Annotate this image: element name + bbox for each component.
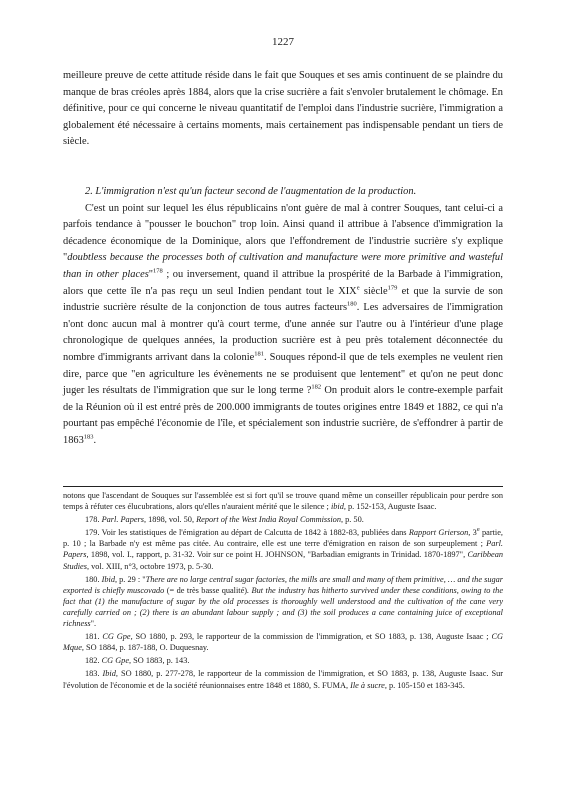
- quote-dominica: doubtless because the processes both of cultivation and manufacture were more primitive and wasteful than in other places: [63, 252, 503, 280]
- italic-cg-gpe: CG Gpe: [101, 656, 130, 666]
- footnote-183: [63, 668, 503, 690]
- body-text-main: [63, 184, 503, 450]
- footnote-178: [63, 514, 503, 525]
- italic-report-title: Report of the West India Royal Commission: [196, 515, 341, 525]
- text-run: , p. 152-153, Auguste Isaac.: [343, 502, 437, 512]
- italic-caribbean-studies: Caribbean Studies: [63, 550, 503, 571]
- italic-cg-mque: CG Mque: [63, 632, 503, 653]
- superscript-e: e: [356, 284, 360, 292]
- text-run: partie, p. 10 ; la Barbade n'y est même pas citée. Au contraire, elle est une terre d'émigration en raison de son surpeuplement ;: [63, 528, 503, 549]
- superscript-e: e: [476, 526, 480, 534]
- paragraph-continuation: meilleure preuve de cette attitude réside dans le fait que Souques et ses amis continuent de se plaindre du manque de bras créoles après 1884, alors que la crise sucrière a fait s'envoler brutalement le chômage. En définitive, pour ce qui concerne le niveau quantitatif de l'emploi dans l'industrie sucrière, l'immigration a globalement été nécessaire à certains moments, mais certainement pas indispensable pendant un tiers de siècle.: [63, 70, 503, 148]
- paragraph-main: [63, 201, 503, 450]
- footnote-182: [63, 655, 503, 666]
- text-run: notons que l'ascendant de Souques sur l'assemblée est si fort qu'il se trouve quand même un conseiller républicain pour perdre son temps à réfuter ces élucubrations, alors qu'elles n'auraient mérité que le silence ;: [63, 491, 503, 512]
- text-run: , p. 105-150 et 183-345.: [384, 680, 465, 690]
- text-run: , 1898, vol. I., rapport, p. 31-32. Voir sur ce point H. JOHNSON, "Barbadian emigrants in Trinidad. 1870-1897",: [86, 550, 468, 560]
- italic-ibid: ibid: [330, 502, 344, 512]
- text-run: , p. 50.: [340, 515, 364, 525]
- text-run: , SO 1880, p. 293, le rapporteur de la commission de l'immigration, et SO 1883, p. 138, Auguste Isaac ;: [130, 632, 492, 642]
- text-run: ; ou inversement, quand il attribue la prospérité de la Barbade à l'immigration, alors que cette île n'a pas reçu un seul Indien pendant tout le XIX: [63, 268, 504, 297]
- text-run: 181.: [85, 632, 103, 642]
- italic-book-title: Ile à sucre: [350, 680, 385, 690]
- text-run: ".: [90, 619, 97, 629]
- italic-parl-papers: Parl. Papers: [63, 539, 503, 560]
- footnote-ref-183[interactable]: 183: [83, 433, 94, 441]
- text-run: , SO 1884, p. 187-188, O. Duquesnay.: [81, 643, 209, 653]
- text-run: . Souques répond-il que de tels exemples ne veulent rien dire, parce que "en agriculture les évènements ne se produisent que lentement" et qu'on ne peut donc juger les résultats de l'immigration que sur le long terme ?: [63, 351, 503, 397]
- footnote-separator: [63, 486, 503, 487]
- text-run: 179. Voir les statistiques de l'émigration au départ de Calcutta de 1842 à 1882-83, publiées dans: [85, 528, 409, 538]
- footnote-179: [63, 527, 503, 571]
- text-run: .: [93, 434, 97, 446]
- footnote-continuation: [63, 490, 503, 512]
- text-run: , 3: [468, 528, 477, 538]
- text-run: 178.: [85, 515, 102, 525]
- italic-ibid: Ibid: [102, 669, 116, 679]
- footnotes: [63, 490, 503, 693]
- italic-parl-papers: Parl. Papers: [101, 515, 144, 525]
- quote-part-b: . But the industry has hitherto survived under these conditions, owing to the fact that (1) the manufacture of sugar by the old processes is thoroughly well understood and the cultivation of the cane very carefully carried on ; (2) there is an abundant labour supply ; and (3) the soil produces a cane containing juice of exceptional richness: [63, 585, 503, 629]
- text-run: , p. 29 : ": [114, 574, 146, 584]
- text-run: 180.: [85, 574, 102, 584]
- section-heading: 2. L'immigration n'est qu'un facteur second de l'augmentation de la production.: [85, 186, 417, 197]
- text-run: , 1898, vol. 50,: [144, 515, 197, 525]
- quote-part-a: There are no large central sugar factories, the mills are small and many of them primitive, … and the sugar exported is chiefly muscovado: [63, 574, 503, 595]
- footnote-ref-181[interactable]: 181: [254, 350, 264, 358]
- page-number: 1227: [272, 36, 294, 48]
- text-run: et que la survie de son industrie sucrière résulte de la conjonction de tous autres facteurs: [63, 285, 503, 314]
- footnote-180: [63, 574, 503, 629]
- text-run: ": [148, 268, 153, 280]
- italic-ibid: Ibid: [101, 574, 115, 584]
- text-run: 182.: [85, 656, 102, 666]
- body-text-top: [63, 68, 503, 151]
- text-run: , SO 1880, p. 277-278, le rapporteur de la commission de l'immigration, et SO 1883, p. 138, Auguste Isaac. Sur l'évolution de l'économie et de la société réunionnaises entre 1848 et 1880, S. FUMA,: [63, 669, 504, 690]
- footnote-ref-179[interactable]: 179: [387, 284, 398, 292]
- text-run: , vol. XIII, n°3, octobre 1973, p. 5-30.: [86, 561, 214, 571]
- text-run: 183.: [85, 669, 103, 679]
- text-run: , SO 1883, p. 143.: [129, 656, 190, 666]
- text-run: siècle: [359, 285, 388, 297]
- text-run: (= de très basse qualité): [164, 585, 248, 595]
- italic-cg-gpe: CG Gpe: [102, 632, 131, 642]
- text-run: On produit alors le contre-exemple parfait de la Réunion où il est entré près de 200.000 immigrants de toutes origines entre 1849 et 1882, ce qui n'a pourtant pas empêché l'économie de l'île, et spécialement son industrie sucrière, de s'effondrer à partir de 1863: [63, 385, 503, 446]
- footnote-ref-180[interactable]: 180: [347, 300, 357, 308]
- italic-rapport-grierson: Rapport Grierson: [408, 528, 469, 538]
- footnote-181: [63, 631, 503, 653]
- footnote-ref-182[interactable]: 182: [311, 383, 322, 391]
- text-run: C'est un point sur lequel les élus républicains n'ont guère de mal à contrer Souques, tant celui-ci a parfois tendance à "pousser le bouchon" trop loin. Ainsi quand il attribue à l'absence d'immigration la décadence économique de la Dominique, alors que l'effondrement de l'industrie sucrière s'y explique ": [63, 202, 503, 264]
- text-run: . Les adversaires de l'immigration n'ont donc aucun mal à montrer qu'à court terme, d'une année sur l'autre ou à l'intérieur d'une plage chronologique de quelques années, la production sucrière est à peu près totalement déconnectée du nombre d'immigrants arrivant dans la colonie: [63, 302, 503, 363]
- footnote-ref-178[interactable]: 178: [153, 267, 163, 275]
